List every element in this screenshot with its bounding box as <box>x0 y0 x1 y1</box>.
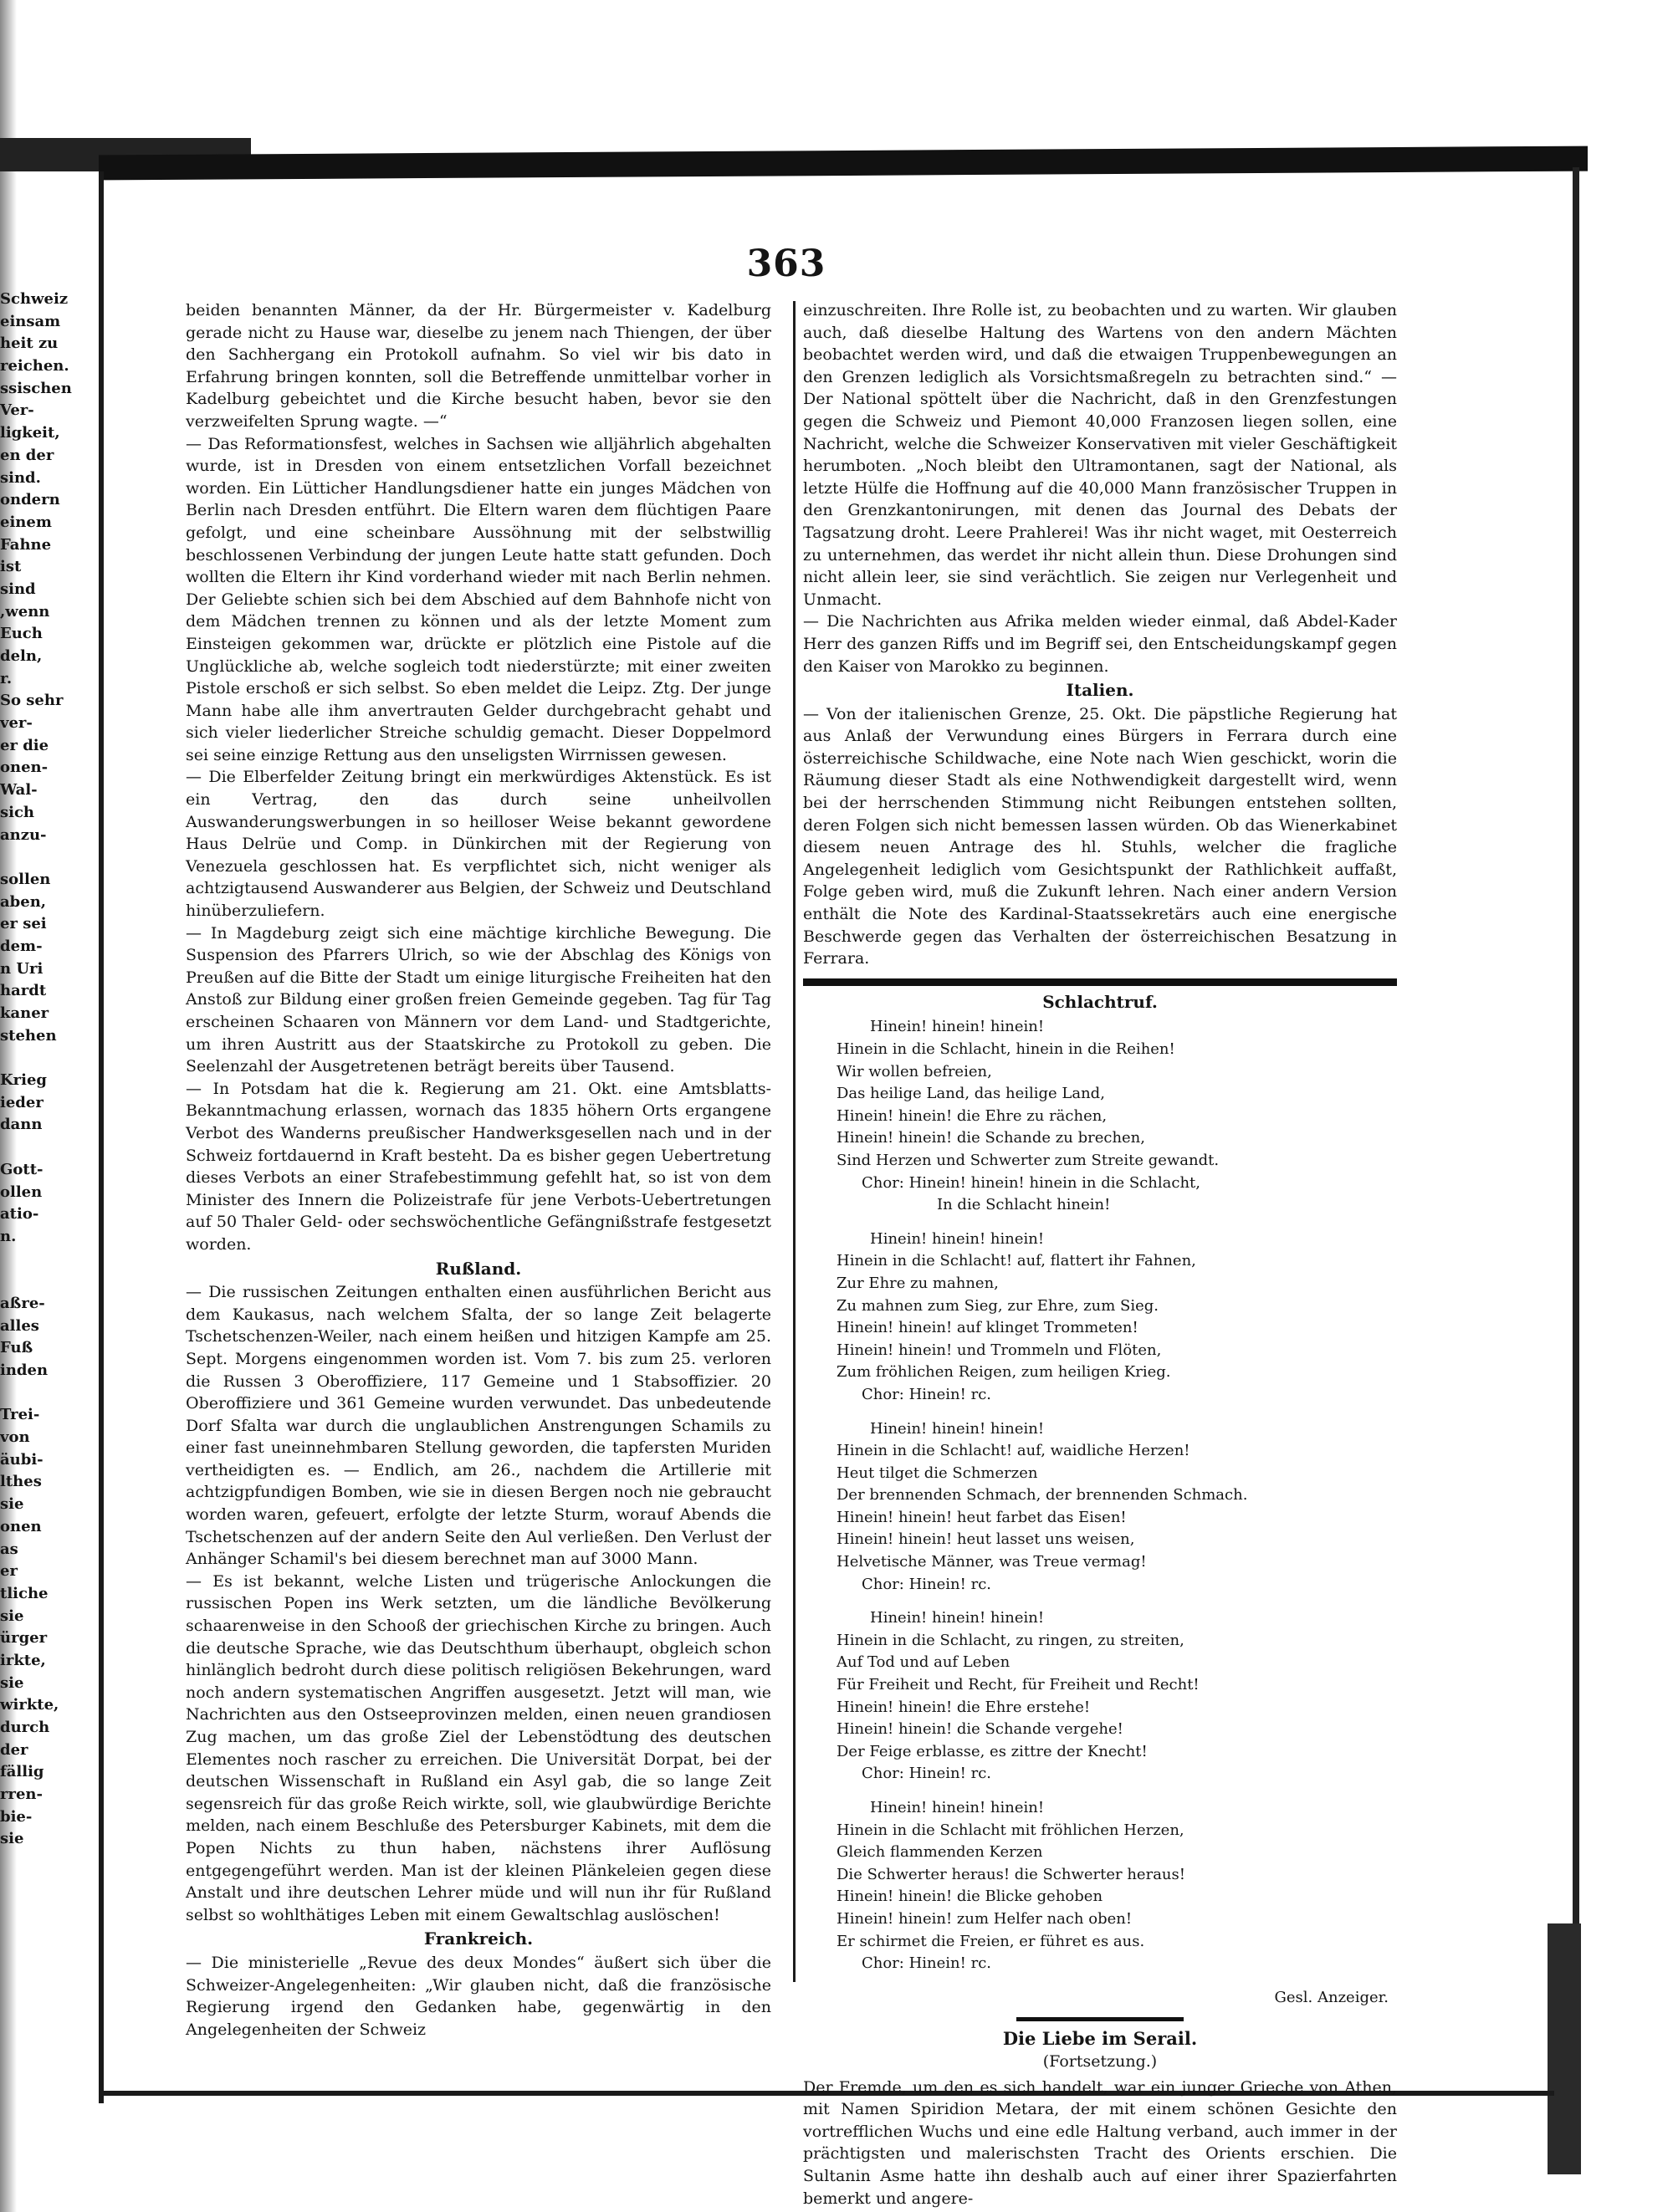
fragment-line: der <box>0 1740 28 1759</box>
poem-stanza <box>803 1418 1397 1596</box>
poem-line: Hinein in die Schlacht, hinein in die Reihen! <box>836 1040 1175 1058</box>
poem-line: Gleich flammenden Kerzen <box>836 1843 1043 1862</box>
fragment-line: Fahne <box>0 535 52 554</box>
news-paragraphs <box>186 299 771 1256</box>
poem-line: Helvetische Männer, was Treue vermag! <box>836 1553 1147 1571</box>
poem-line: Hinein! hinein! zum Helfer nach oben! <box>836 1909 1133 1928</box>
poem-line: Hinein! hinein! heut farbet das Eisen! <box>836 1508 1127 1526</box>
poem-stanza <box>803 1607 1397 1785</box>
section-rule <box>803 978 1397 986</box>
fragment-line: durch <box>0 1719 50 1736</box>
story-subtitle: (Fortsetzung.) <box>1042 2051 1158 2071</box>
news-paragraph: — Die russischen Zeitungen enthalten einen ausführlichen Bericht aus dem Kaukasus, nach welchem Sfalta, der so lange Zeit belagerte Tschetschenzen-Weiler, nach einem heißen und hitzigen Kampfe am 25. Sept. Morgens eingenommen worden ist. Vom 7. bis zum 25. verloren die Russen 3 Oberoffiziere, 117 Gemeine und 1 Stabsoffizier. 20 Oberoffiziere und 361 Gemeine wurden verwundet. Das unbedeutende Dorf Sfalta war durch die unglaublichen Anstrengungen Schamils zu einer fast uneinnehmbaren Stellung geworden, die tapfersten Muriden vertheidigten es. — Endlich, am 26., nachdem die Artillerie mit achtzigpfundigen Bomben, wie sie in diesen Bergen noch nie gebraucht worden waren, gefeuert, erfolgte der letzte Sturm, worauf Abends die Tschetschenzen auf der andern Seite den Aul verließen. Den Verlust der Anhänger Schamil's bei diesem berechnet man auf 3000 Mann. <box>186 1283 771 1569</box>
poem-chorus: Chor: Hinein! hinein! hinein in die Schlacht, <box>862 1173 1201 1192</box>
poem-title: Schlachtruf. <box>1042 991 1158 1012</box>
fragment-line: sollen <box>0 870 51 888</box>
poem-line: Sind Herzen und Schwerter zum Streite gewandt. <box>836 1151 1220 1169</box>
fragment-line: Trei- <box>0 1406 40 1424</box>
fragment-line: sie <box>0 1607 24 1625</box>
fragment-line: Euch <box>0 625 43 643</box>
poem-line: Der Feige erblasse, es zittre der Knecht! <box>836 1742 1148 1760</box>
poem-line: Hinein! hinein! auf klinget Trommeten! <box>836 1319 1138 1337</box>
column-divider <box>793 301 796 1982</box>
fragment-line: heit zu <box>0 335 59 353</box>
fragment-line: ürger <box>0 1629 48 1648</box>
section-title-italien: Italien. <box>1066 680 1134 701</box>
fragment-line: sind. <box>0 468 41 487</box>
fragment-line: ieder <box>0 1093 43 1111</box>
fragment-line: einem <box>0 513 52 531</box>
poem-line: Hinein in die Schlacht, zu ringen, zu streiten, <box>836 1631 1184 1649</box>
fragment-line: reichen. <box>0 357 69 375</box>
poem-line: Hinein in die Schlacht! auf, waidliche Herzen! <box>836 1442 1190 1460</box>
news-paragraph: — Es ist bekannt, welche Listen und trügerische Anlockungen die russischen Popen ins Werk setzten, um die ländliche Bevölkerung schaarenweise in den Schooß der griechischen Kirche zu bringen. Auch die deutsche Sprache, wie das Deutschthum überhaupt, obgleich schon hinlänglich bedroht durch diese politisch religiösen Bekehrungen, ward noch andern systematischen Angriffen ausgesetzt. Jetzt will man, wie Nachrichten aus den Ostseeprovinzen melden, einen neuen grandiosen Zug machen, um das große Ziel der Lebenstödtung des deutschen Elementes noch rascher zu erreichen. Die Universität Dorpat, bei der deutschen Wissenschaft in Rußland ein Asyl gab, die so lange Zeit segensreich für das große Reich wirkte, soll, wie glaubwürdige Berichte melden, nach einem Beschluße des Petersburger Kabinets, mit dem die Popen Nichts zu thun haben, nächstens ihrer Auflösung entgegengeführt werden. Man ist der kleinen Plänkeleien gegen diese Anstalt und ihre deutschen Lehrer müde und will nun ihr für Rußland selbst so wohlthätiges Leben mit einem Gewaltschlag auslöschen! <box>186 1571 771 1924</box>
story-title: Die Liebe im Serail. <box>1002 2028 1198 2050</box>
poem-line: Der brennenden Schmach, der brennenden Schmach. <box>836 1486 1248 1504</box>
fragment-line: dem- <box>0 937 43 955</box>
poem-chorus: Chor: Hinein! rc. <box>862 1385 992 1403</box>
fragment-line: kaner <box>0 1004 49 1022</box>
fragment-line: inden <box>0 1361 49 1379</box>
fragment-line: Fuß <box>0 1339 33 1357</box>
news-paragraph: — In Magdeburg zeigt sich eine mächtige kirchliche Bewegung. Die Suspension des Pfarrers Ulrich, so wie der Abschlag des Königs von Preußen auf die Bitte der Stadt um einige liturgische Freiheiten hat den Anstoß zur Bildung einer großen freien Gemeinde gegeben. Tag für Tag erscheinen Schaaren von Männern vor dem Land- und Stadtgerichte, um ihren Austritt aus der Staatskirche zu Protokoll zu geben. Die Seelenzahl der Ausgetretenen beträgt bereits über Tausend. <box>186 923 771 1076</box>
poem-line: Zu mahnen zum Sieg, zur Ehre, zum Sieg. <box>836 1296 1159 1315</box>
poem-line: Zum fröhlichen Reigen, zum heiligen Krieg. <box>836 1363 1171 1382</box>
fragment-line: wirkte, <box>0 1696 59 1714</box>
fragment-line: sie <box>0 1673 24 1692</box>
fragment-line: dann <box>0 1116 43 1134</box>
fragment-line: ssischen <box>0 379 72 397</box>
fragment-line <box>0 1249 94 1271</box>
poem-chorus: Chor: Hinein! rc. <box>862 1765 992 1783</box>
italien-paragraph: — Von der italienischen Grenze, 25. Okt. Die päpstliche Regierung hat aus Anlaß der Verwundung eines Bürgers in Ferrara durch eine österreichische Schildwache, eine Note nach Wien geschickt, worin die Räumung dieser Stadt als eine Nothwendigkeit dargestellt wird, wenn bei der herrschenden Stimmung nicht Reibungen entstehen sollten, deren Folgen sich nicht bemessen lassen würden. Ob das Wienerkabinet diesem neuen Antrage des hl. Stuhls, welcher die fragliche Angelegenheit lediglich vom Gesichtspunkt der Rathlichkeit auffaßt, Folge geben wird, muß die Zukunft lehren. Nach einer andern Version enthält die Note des Kardinal-Staatssekretärs auch eine energische Beschwerde gegen das Verhalten der österreichischen Besatzung in Ferrara. <box>803 704 1397 968</box>
poem-chorus: Chor: Hinein! rc. <box>862 1954 992 1973</box>
poem-line: Hinein! hinein! hinein! <box>870 1799 1045 1816</box>
fragment-line: Ver- <box>0 401 34 420</box>
poem-line: Hinein in die Schlacht! auf, flattert ihr Fahnen, <box>836 1252 1196 1270</box>
poem-stanza <box>803 1797 1397 1975</box>
fragment-line: r. <box>0 669 13 687</box>
news-paragraphs-right <box>803 299 1397 677</box>
frankreich-paragraph: — Die ministerielle „Revue des deux Mondes“ äußert sich über die Schweizer-Angelegenheiten: „Wir glauben nicht, daß die französische Regierung irgend den Gedanken habe, gegenwärtig in den Angelegenheiten der Schweiz <box>186 1953 771 2039</box>
fragment-line: sind <box>0 580 36 598</box>
fragment-line: ligkeit, <box>0 424 60 442</box>
poem-stanza <box>803 1229 1397 1407</box>
poem-line: Hinein! hinein! die Schande vergehe! <box>836 1720 1123 1739</box>
fragment-line <box>0 1047 94 1070</box>
fragment-line <box>0 1137 94 1159</box>
right-column <box>803 299 1397 2209</box>
section-title-frankreich: Frankreich. <box>423 1928 534 1949</box>
fragment-line: hardt <box>0 982 47 1000</box>
fragment-line: aben, <box>0 892 47 911</box>
fragment-line: as <box>0 1540 18 1558</box>
fragment-line: atio- <box>0 1205 39 1223</box>
poem-line: Das heilige Land, das heilige Land, <box>836 1085 1105 1103</box>
fragment-line: fällig <box>0 1763 44 1781</box>
poem-line: Hinein! hinein! hinein! <box>870 1018 1045 1036</box>
news-paragraph: — Das Reformationsfest, welches in Sachsen wie alljährlich abgehalten wurde, ist in Dresden von einem entsetzlichen Vorfall bezeichnet worden. Ein Lütticher Handlungsdiener hatte ein junges Mädchen von Berlin nach Dresden entführt. Die Eltern waren dem flüchtigen Paare gefolgt, und eine scheinbare Aussöhnung mit der selbstwillig beschlossenen Verbindung der jungen Leute hatte statt gefunden. Doch wollten die Eltern ihr Kind vorderhand wieder mit nach Berlin nehmen. Der Geliebte schien sich bei dem Abschied auf dem Bahnhofe nicht von dem Mädchen trennen zu können und als der letzte Moment zum Einsteigen gekommen war, drückte er plötzlich eine Pistole auf die Unglückliche ab, welche sogleich todt niederstürzte; mit einer zweiten Pistole erschoß er sich selbst. So eben meldet die Leipz. Ztg. Der junge Mann habe alle ihm anvertrauten Gelder durchgebracht gehabt und sich vieler liederlicher Streiche schuldig gemacht. Dieser Doppelmord sei seine einzige Rettung aus den unseligsten Wirrnissen gewesen. <box>186 434 771 764</box>
poem-line: Hinein! hinein! hinein! <box>870 1419 1045 1438</box>
previous-page-fragment <box>0 289 94 1851</box>
fragment-line: äubi- <box>0 1450 43 1469</box>
fragment-line: ,wenn <box>0 602 50 621</box>
poem-line: Hinein! hinein! heut lasset uns weisen, <box>836 1530 1135 1549</box>
poem-line: Heut tilget die Schmerzen <box>836 1464 1038 1482</box>
fragment-line: sie <box>0 1830 24 1848</box>
poem-source: Gesl. Anzeiger. <box>1274 1988 1389 2006</box>
poem-line: Wir wollen befreien, <box>836 1062 992 1080</box>
fragment-line <box>0 1270 94 1293</box>
poem-line: Hinein! hinein! und Trommeln und Flöten, <box>836 1341 1162 1359</box>
poem-chorus: In die Schlacht hinein! <box>937 1196 1111 1214</box>
poem-line: Er schirmet die Freien, er führet es aus. <box>836 1932 1145 1950</box>
fragment-line: ollen <box>0 1183 43 1201</box>
poem-line: Zur Ehre zu mahnen, <box>836 1274 999 1292</box>
fragment-line: bie- <box>0 1807 33 1826</box>
fragment-line: sie <box>0 1495 24 1514</box>
news-paragraph: einzuschreiten. Ihre Rolle ist, zu beobachten und zu warten. Wir glauben auch, daß dieselbe Haltung des Wartens von den andern Mächten beobachtet werden wird, und daß die etwaigen Truppenbewegungen an den Grenzen lediglich als Vorsichtsmaßregeln zu betrachten sind.“ — Der National spöttelt über die Nachricht, daß in den Grenzfestungen gegen die Schweiz und Piemont 40,000 Franzosen liegen sollen, eine Nachricht, welche die Schweizer Konservativen mit vieler Geschäftigkeit herumboten. „Noch bleibt den Ultramontanen, sagt der National, als letzte Hülfe die Hoffnung auf die 40,000 Mann französischer Truppen in den Grenzkantonirungen, mit denen das Journal des Debats der Tagsatzung droht. Leere Prahlerei! Was ihr nicht waget, mit Oesterreich zu unternehmen, das werdet ihr nicht allein thun. Diese Drohungen sind nicht allein leer, sie sind verächtlich. Sie zeigen nur Verlegenheit und Unmacht. <box>803 301 1397 609</box>
fragment-line: Gott- <box>0 1160 43 1178</box>
fragment-line: ist <box>0 558 22 576</box>
fragment-line <box>0 1382 94 1405</box>
fragment-line: Krieg <box>0 1071 48 1090</box>
poem-stanza <box>803 1016 1397 1216</box>
fragment-line: en der <box>0 446 54 464</box>
top-scan-edge <box>99 146 1588 181</box>
poem-line: Hinein! hinein! die Ehre erstehe! <box>836 1698 1091 1716</box>
fragment-line: aßre- <box>0 1294 45 1312</box>
fragment-line: von <box>0 1428 30 1447</box>
fragment-line: rren- <box>0 1785 43 1804</box>
poem-line: Hinein! hinein! die Ehre zu rächen, <box>836 1106 1108 1125</box>
fragment-line: er <box>0 1562 18 1581</box>
fragment-line: onen- <box>0 759 49 777</box>
poem-line: Hinein! hinein! die Schande zu brechen, <box>836 1129 1145 1147</box>
right-scan-edge <box>1573 167 1579 1999</box>
russland-paragraphs <box>186 1281 771 1926</box>
fragment-line: onen <box>0 1517 42 1535</box>
fragment-line: er die <box>0 736 49 754</box>
poem <box>803 991 1397 2010</box>
news-paragraph: — Die Nachrichten aus Afrika melden wieder einmal, daß Abdel-Kader Herr des ganzen Riffs und im Begriff sei, den Entscheidungskampf gegen den Kaiser von Marokko zu beginnen. <box>803 612 1397 676</box>
story-text: Der Fremde, um den es sich handelt, war ein junger Grieche von Athen, mit Namen Spiridion Metara, der mit einem schönen Gesichte den vortrefflichen Wuchs und eine edle Haltung verband, auch immer in der prächtigsten und malerischsten Tracht des Orients erschien. Die Sultanin Asme hatte ihn deshalb auch auf einer ihrer Spazierfahrten bemerkt und angere- <box>803 2077 1397 2208</box>
fragment-line: anzu- <box>0 825 47 844</box>
right-corner-shadow <box>1548 1923 1581 2174</box>
fragment-line: ver- <box>0 714 33 733</box>
fragment-line: irkte, <box>0 1651 46 1669</box>
story <box>803 2028 1397 2209</box>
news-paragraph: — In Potsdam hat die k. Regierung am 21. Okt. eine Amtsblatts-Bekanntmachung erlassen, wornach das 1835 höhern Orts ergangene Verbot des Wanderns preußischer Handwerksgesellen nach und in der Schweiz fortdauernd in Kraft besteht. Da es bisher gegen Uebertretung dieses Verbots an einer Strafebestimmung gefehlt hat, so ist von dem Minister des Innern die Polizeistrafe für jene Verbots-Uebertretungen auf 50 Thaler Geld- oder sechswöchentliche Gefängnißstrafe festgesetzt worden. <box>186 1079 771 1254</box>
poem-line: Hinein! hinein! hinein! <box>870 1609 1045 1627</box>
fragment-line: tliche <box>0 1584 49 1602</box>
fragment-line: stehen <box>0 1026 57 1045</box>
fragment-line: lthes <box>0 1473 42 1491</box>
fragment-line: n Uri <box>0 959 43 978</box>
fragment-line: Wal- <box>0 781 38 799</box>
fragment-line: deln, <box>0 647 43 665</box>
fragment-line: sich <box>0 803 35 821</box>
page-number: 363 <box>746 243 826 285</box>
fragment-line: ondern <box>0 491 60 509</box>
fragment-line: er sei <box>0 915 47 933</box>
poem-chorus: Chor: Hinein! rc. <box>862 1575 992 1593</box>
section-title-russland: Rußland. <box>435 1258 522 1279</box>
fragment-line: So sehr <box>0 692 64 710</box>
story-rule <box>1016 2017 1184 2021</box>
fragment-line: n. <box>0 1227 17 1245</box>
poem-line: Für Freiheit und Recht, für Freiheit und Recht! <box>836 1676 1200 1694</box>
news-paragraph: — Die Elberfelder Zeitung bringt ein merkwürdiges Aktenstück. Es ist ein Vertrag, den das durch seine unheilvollen Auswanderungswerbungen in so heilloser Weise bekannt gewordene Haus Delrüe und Comp. in Dünkirchen mit der Regierung von Venezuela geschlossen hat. Es verpflichtet sich, nicht weniger als achtzigtausend Auswanderer aus Belgien, der Schweiz und Deutschland hinüberzuliefern. <box>186 768 771 921</box>
poem-line: Hinein in die Schlacht mit fröhlichen Herzen, <box>836 1821 1184 1839</box>
poem-line: Hinein! hinein! die Blicke gehoben <box>836 1888 1103 1906</box>
left-column <box>186 299 771 2041</box>
news-paragraph: beiden benannten Männer, da der Hr. Bürgermeister v. Kadelburg gerade nicht zu Hause war, dieselbe zu jenem nach Thiengen, der über den Sachhergang ein Protokoll aufnahm. So viel wir bis dato in Erfahrung bringen konnten, soll die Betreffende unmittelbar vorher in Kadelburg gebeichtet und die Kirche besucht haben, bevor sie den verzweifelten Sprung wagte. —“ <box>186 301 771 431</box>
fragment-line: Schweiz <box>0 290 69 308</box>
gutter-edge <box>99 171 104 2103</box>
fragment-line <box>0 846 94 869</box>
poem-body <box>803 1016 1397 1974</box>
poem-line: Die Schwerter heraus! die Schwerter heraus! <box>836 1865 1185 1883</box>
poem-line: Hinein! hinein! hinein! <box>870 1229 1045 1248</box>
fragment-line: alles <box>0 1316 39 1335</box>
poem-line: Auf Tod und auf Leben <box>836 1653 1010 1672</box>
fragment-line: einsam <box>0 312 61 330</box>
